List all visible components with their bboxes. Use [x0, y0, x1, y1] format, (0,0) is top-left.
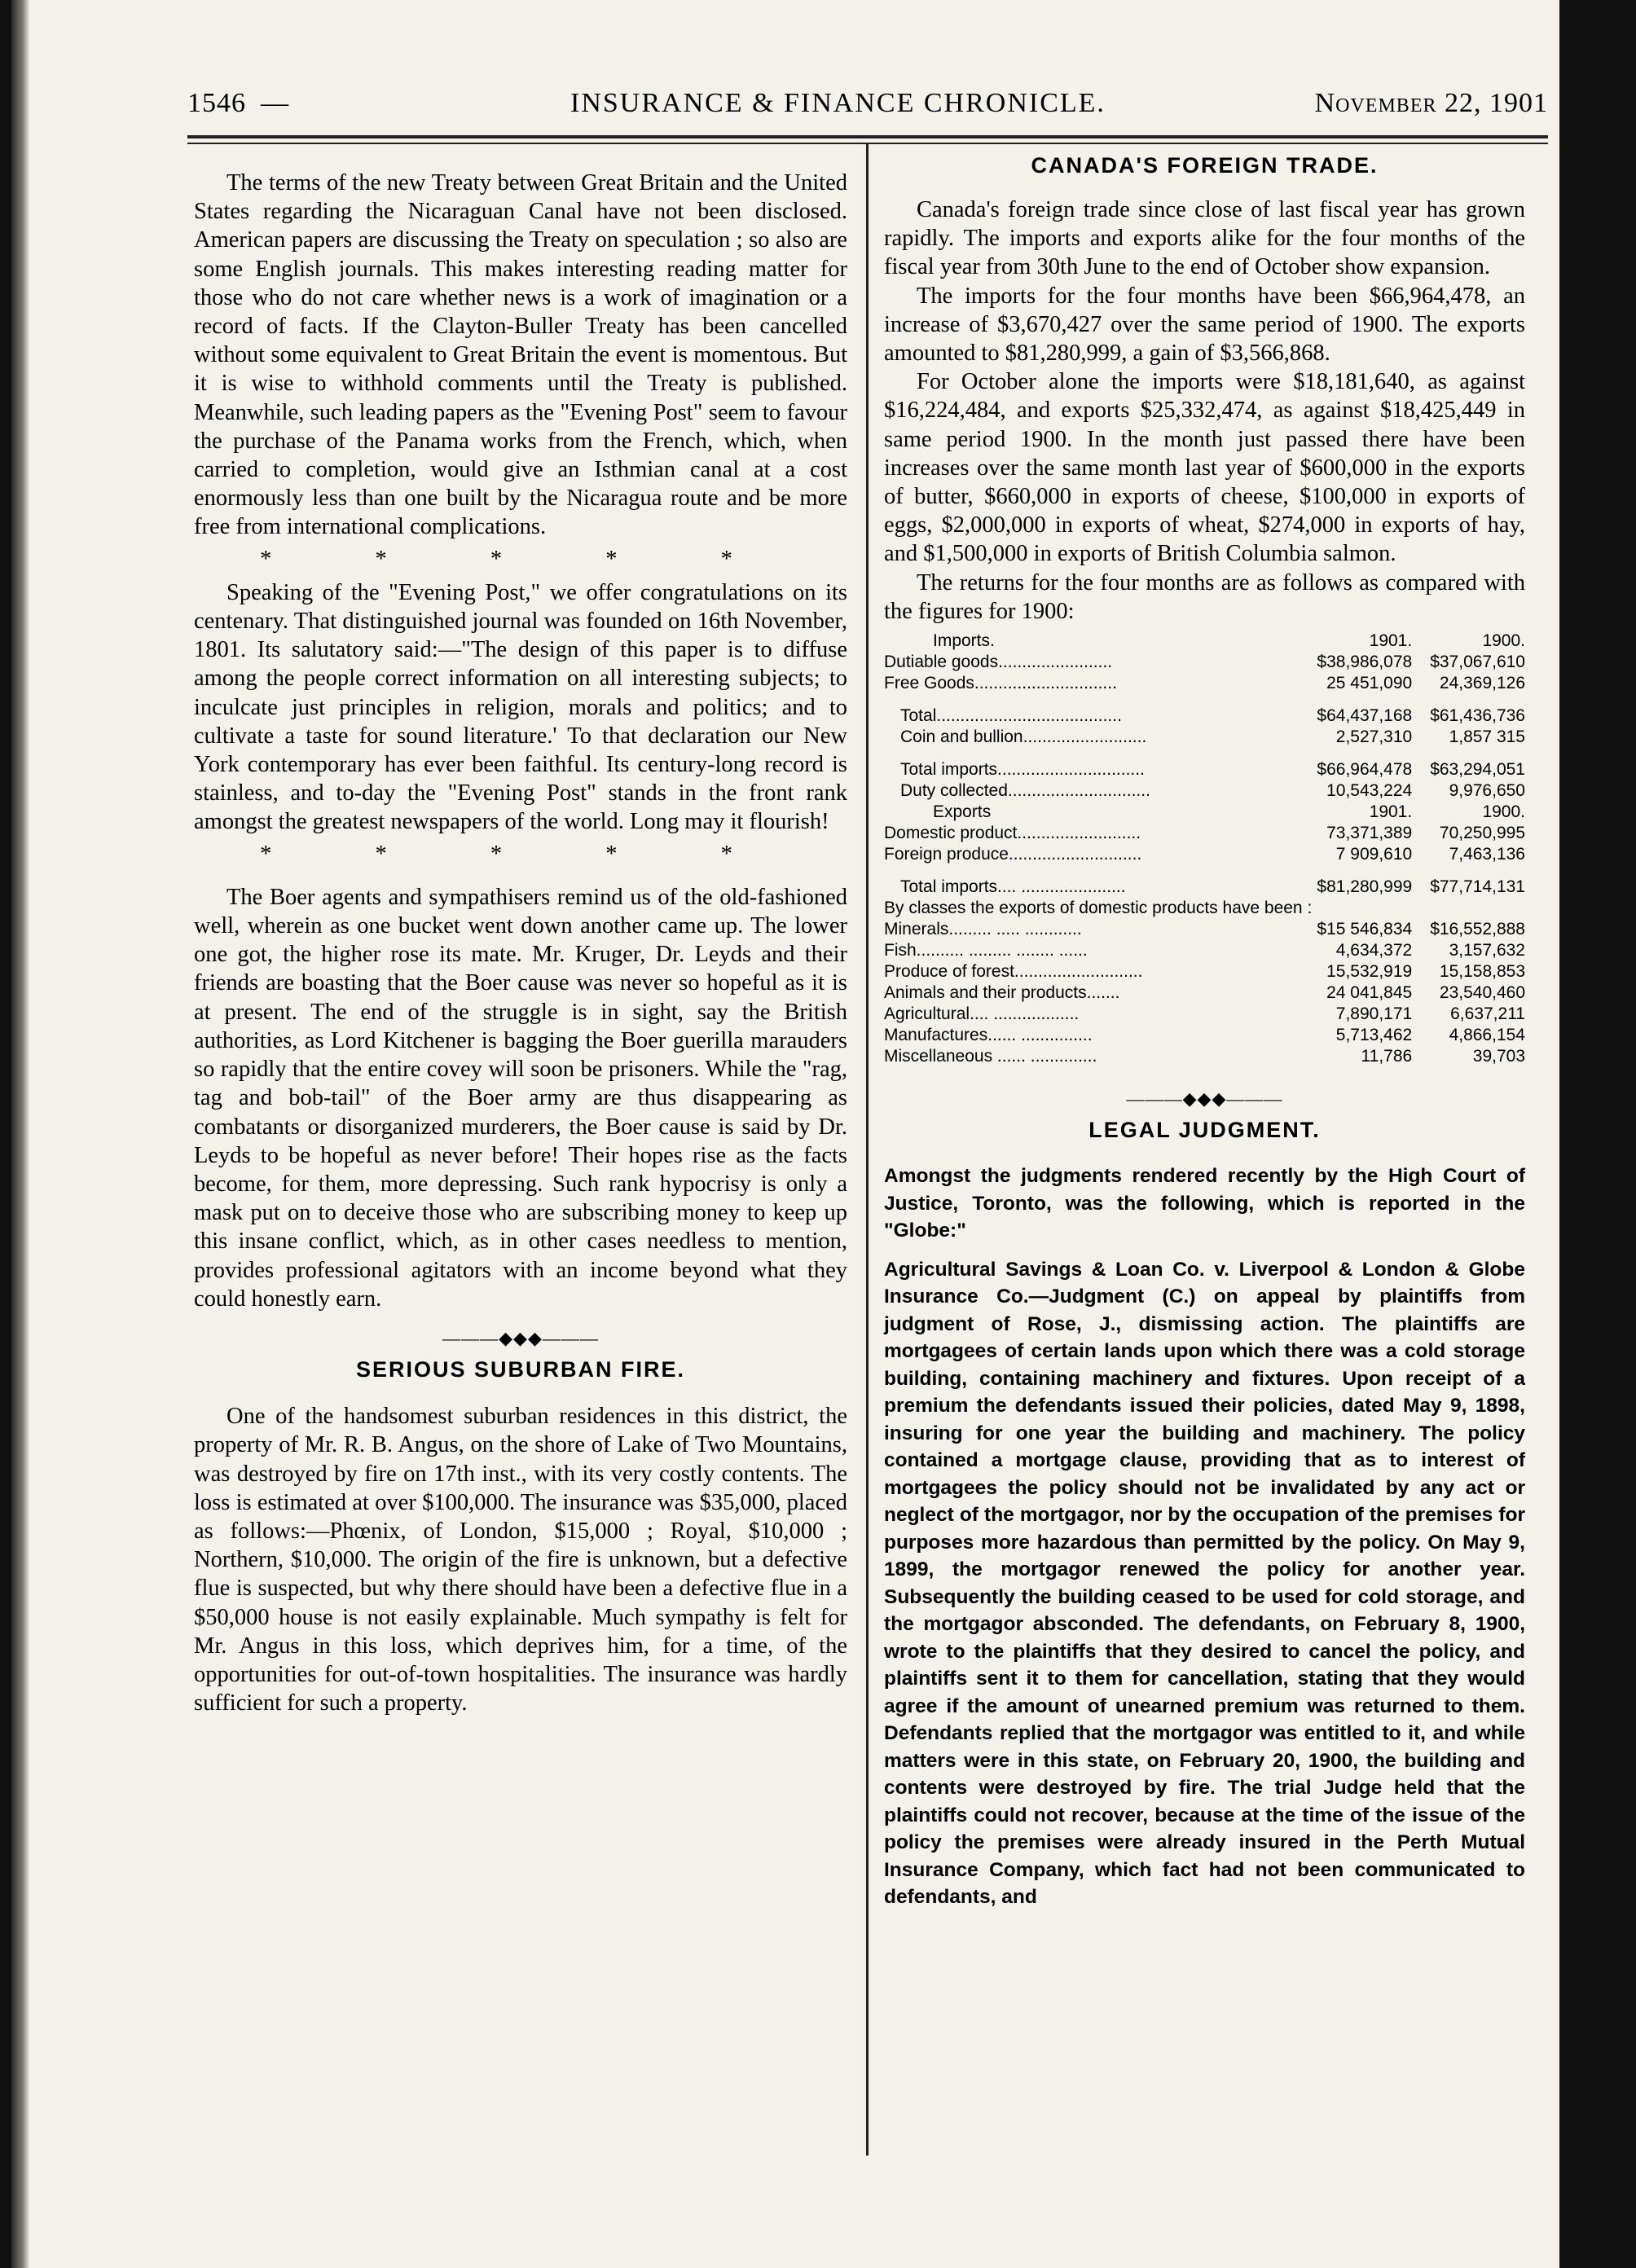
- table-row: [884, 823, 1525, 844]
- column-divider: [866, 143, 869, 2156]
- value-1901: 25 451,090: [1326, 674, 1413, 693]
- trade-para-4: The returns for the four months are as follows as compared with the figures for 1900:: [884, 569, 1525, 624]
- row-label: Coin and bullion..........................: [900, 727, 1147, 747]
- value-1901: $38,986,078: [1317, 653, 1413, 672]
- value-1901: 10,543,224: [1326, 781, 1413, 801]
- export-classes-rows: [884, 919, 1525, 1067]
- page-header: [187, 81, 1548, 130]
- article-evening-post: Speaking of the "Evening Post," we offer congratulations on its centenary. That distinguished journal was founded on 16th November, 1801. Its salutatory said:—"The design of this paper is to diffuse among the people correct information on all interesting subjects; to inculcate just principles in religion, morals and politics; and to cultivate a taste for sound literature.' To that declaration our New York contemporary has ever been faithful. Its century-long record is stainless, and to-day the "Evening Post" stands in the front rank amongst the greatest newspapers of the world. Long may it flourish!: [194, 579, 847, 835]
- value-1900: $16,552,888: [1430, 920, 1525, 939]
- row-label: Total imports...............................: [900, 760, 1145, 780]
- value-1901: 7,890,171: [1335, 1004, 1413, 1024]
- table-row: [884, 780, 1525, 802]
- value-1901: 5,713,462: [1335, 1026, 1413, 1045]
- value-1900: 23,540,460: [1439, 983, 1525, 1003]
- table-row: [884, 844, 1525, 865]
- table-row: [884, 877, 1525, 898]
- value-1901: 15,532,919: [1326, 962, 1413, 982]
- row-label: Total imports.... ......................: [900, 877, 1126, 897]
- total-rows: [884, 705, 1525, 748]
- heading-foreign-trade: CANADA'S FOREIGN TRADE.: [1031, 153, 1379, 178]
- total-exports-rows: [884, 877, 1525, 898]
- value-1900: $61,436,736: [1430, 706, 1525, 726]
- value-1900: 24,369,126: [1439, 674, 1525, 693]
- table-row: [884, 727, 1525, 748]
- value-1901: 2,527,310: [1335, 727, 1413, 747]
- value-1901: 4,634,372: [1335, 941, 1413, 960]
- judgment-intro: Amongst the judgments rendered recently by the High Court of Justice, Toronto, was the following, which is reported in the "Globe:": [884, 1165, 1525, 1242]
- page-number: 1546: [187, 88, 246, 118]
- table-row: [884, 1046, 1525, 1067]
- table-row: [884, 919, 1525, 940]
- row-label: Total.......................................: [900, 706, 1122, 726]
- value-1901: $66,964,478: [1317, 760, 1413, 780]
- row-label: Minerals......... ..... ............: [884, 920, 1082, 939]
- trade-para-2: The imports for the four months have been $66,964,478, an increase of $3,670,427 over the same period of 1900. The exports amounted to $81,280,999, a gain of $3,566,868.: [884, 283, 1525, 367]
- value-1900: 7,463,136: [1449, 845, 1525, 864]
- row-label: Duty collected..............................: [900, 781, 1150, 801]
- value-1900: 1,857 315: [1449, 727, 1525, 747]
- row-label: Produce of forest...........................: [884, 962, 1143, 982]
- scan-right-edge: [1559, 0, 1636, 2268]
- issue-date: November 22, 1901: [1314, 88, 1548, 118]
- table-row: [884, 673, 1525, 694]
- row-label: Free Goods..............................: [884, 674, 1117, 693]
- header-separator: —: [261, 88, 289, 118]
- page-binding-edge: [11, 0, 29, 2268]
- right-column: [884, 196, 1525, 1923]
- value-1901: $64,437,168: [1317, 706, 1413, 726]
- table-row: [884, 652, 1525, 673]
- value-1900: $37,067,610: [1430, 653, 1525, 672]
- section-stars: * * * * *: [260, 546, 781, 572]
- value-1901: $81,280,999: [1317, 877, 1413, 897]
- imports-rows: [884, 652, 1525, 694]
- value-1900: $63,294,051: [1430, 760, 1525, 780]
- exports-rows: [884, 823, 1525, 865]
- value-1901: 24 041,845: [1326, 983, 1413, 1003]
- value-1900: $77,714,131: [1430, 877, 1525, 897]
- table-row: [884, 982, 1525, 1004]
- trade-para-3: For October alone the imports were $18,181,640, as against $16,224,484, and exports $25,332,474, as against $18,425,449 in same period 1900. In the month just passed there have been increases over the same month last year of $600,000 in the exports of butter, $660,000 in exports of cheese, $100,000 in exports of eggs, $2,000,000 in exports of wheat, $274,000 in exports of hay, and $1,500,000 in exports of British Columbia salmon.: [884, 369, 1525, 567]
- value-1901: 7 909,610: [1335, 845, 1413, 864]
- table-row: [884, 1004, 1525, 1025]
- row-label: Miscellaneous ...... ..............: [884, 1047, 1097, 1066]
- table-row: [884, 705, 1525, 727]
- judgment-body: Agricultural Savings & Loan Co. v. Liverpool & London & Globe Insurance Co.—Judgment (C.) on appeal by plaintiffs from judgment of Rose, J., dismissing action. The plaintiffs are mortgagees of certain lands upon which there was a cold storage building, containing machinery and fixtures. Upon receipt of a premium the defendants issued their policies, dated May 9, 1898, insuring for one year the building and machinery. The policy contained a mortgage clause, providing that as to interest of mortgagees the policy should not be invalidated by any act or neglect of the mortgagor, nor by the occupation of the premises for purposes more hazardous than permitted by the policy. On May 9, 1899, the mortgagor renewed the policy for another year. Subsequently the building ceased to be used for cold storage, and the mortgagor absconded. The defendants, on February 8, 1900, wrote to the plaintiffs that they desired to cancel the policy, and plaintiffs sent it to them for cancellation, stating that they would agree if the amount of unearned premium was returned to them. Defendants replied that the mortgagor was entitled to it, and while matters were in this state, on February 20, 1900, the building and contents were destroyed by fire. The trial Judge held that the plaintiffs could not recover, because at the time of the issue of the policy the premises were already insured in the Perth Mutual Insurance Company, which fact had not been communicated to defendants, and: [884, 1258, 1525, 1909]
- exports-header-row: Exports 1901. 1900.: [933, 802, 1525, 822]
- trade-returns-table: [884, 631, 1525, 1067]
- value-1901: 11,786: [1361, 1047, 1413, 1066]
- heading-legal-judgment: LEGAL JUDGMENT.: [1088, 1118, 1321, 1143]
- value-1900: 9,976,650: [1449, 781, 1525, 801]
- value-1900: 70,250,995: [1439, 824, 1525, 843]
- table-row: [884, 961, 1525, 982]
- ornament-divider: ———◆◆◆———: [1126, 1088, 1283, 1110]
- value-1900: 6,637,211: [1450, 1004, 1525, 1024]
- row-label: Fish.......... ......... ........ ......: [884, 941, 1088, 960]
- article-treaty: The terms of the new Treaty between Great Britain and the United States regarding the Nicaraguan Canal have not been disclosed. American papers are discussing the Treaty on speculation ; so also are some English journals. This makes interesting reading matter for those who do not care whether news is a work of imagination or a record of facts. If the Clayton-Buller Treaty has been cancelled without some equivalent to Great Britain the event is momentous. But it is wise to withhold comments until the Treaty is published. Meanwhile, such leading papers as the "Evening Post" seem to favour the purchase of the Panama works from the French, which, when carried to completion, would give an Isthmian canal at a cost enormously less than one built by the Nicaragua route and be more free from international complications.: [194, 170, 847, 540]
- article-boer-agents: The Boer agents and sympathisers remind us of the old-fashioned well, wherein as one bucket went down another came up. The lower one got, the higher rose its mate. Mr. Kruger, Dr. Leyds and their friends are boasting that the Boer cause was never so hopeful as it is at present. The end of the struggle is in sight, say the British authorities, as Lord Kitchener is bagging the Boer guerilla marauders so rapidly that the entire covey will soon be prisoners. While the "rag, tag and bob-tail" of the Boer army are thus disappearing as combatants or disorganized murderers, the Boer cause is said by Dr. Leyds to be hopeful as never before! Their hopes rise as the facts become, for them, more depressing. Such rank hypocrisy is only a mask put on to deceive those who are subscribing money to keep up this insane conflict, which, as in other cases needless to mention, provides professional agitators with an income beyond what they could honestly earn.: [194, 884, 847, 1312]
- left-column: [194, 169, 847, 1717]
- trade-para-1: Canada's foreign trade since close of last fiscal year has grown rapidly. The imports and exports alike for the four months of the fiscal year from 30th June to the end of October show expansion.: [884, 197, 1525, 280]
- ornament-divider: ———◆◆◆———: [442, 1327, 599, 1348]
- row-label: Agricultural.... ..................: [884, 1004, 1080, 1024]
- article-suburban-fire: One of the handsomest suburban residences in this district, the property of Mr. R. B. Angus, on the shore of Lake of Two Mountains, was destroyed by fire on 17th inst., with its very costly contents. The loss is estimated at over $100,000. The insurance was $35,000, placed as follows:—Phœnix, of London, $15,000 ; Royal, $10,000 ; Northern, $10,000. The origin of the fire is unknown, but a defective flue is suspected, but why there should have been a defective flue in a $50,000 house is not easily explainable. Much sympathy is felt for Mr. Angus in this loss, which deprives him, for a time, of the opportunities for out-of-town hospitalities. The insurance was hardly sufficient for such a property.: [194, 1404, 847, 1716]
- legal-judgment-article: [884, 1163, 1525, 1911]
- value-1901: 73,371,389: [1326, 824, 1413, 843]
- row-label: Domestic product..........................: [884, 824, 1141, 843]
- table-row: [884, 1025, 1525, 1046]
- section-stars: * * * * *: [260, 841, 781, 867]
- row-label: Dutiable goods........................: [884, 653, 1113, 672]
- table-header-row: Imports. 1901. 1900.: [933, 631, 1525, 651]
- table-row: [884, 940, 1525, 961]
- row-label: Manufactures...... ...............: [884, 1026, 1093, 1045]
- value-1900: 39,703: [1472, 1047, 1525, 1066]
- total-imports-rows: [884, 759, 1525, 802]
- row-label: Foreign produce............................: [884, 845, 1142, 864]
- value-1901: $15 546,834: [1317, 920, 1413, 939]
- row-label: Animals and their products.......: [884, 983, 1120, 1003]
- classes-note-row: By classes the exports of domestic products have been :: [884, 899, 1313, 918]
- value-1900: 15,158,853: [1439, 962, 1525, 982]
- table-row: [884, 759, 1525, 780]
- value-1900: 3,157,632: [1449, 941, 1525, 960]
- value-1900: 4,866,154: [1449, 1026, 1525, 1045]
- publication-title: INSURANCE & FINANCE CHRONICLE.: [570, 88, 1106, 118]
- heading-suburban-fire: SERIOUS SUBURBAN FIRE.: [355, 1356, 686, 1382]
